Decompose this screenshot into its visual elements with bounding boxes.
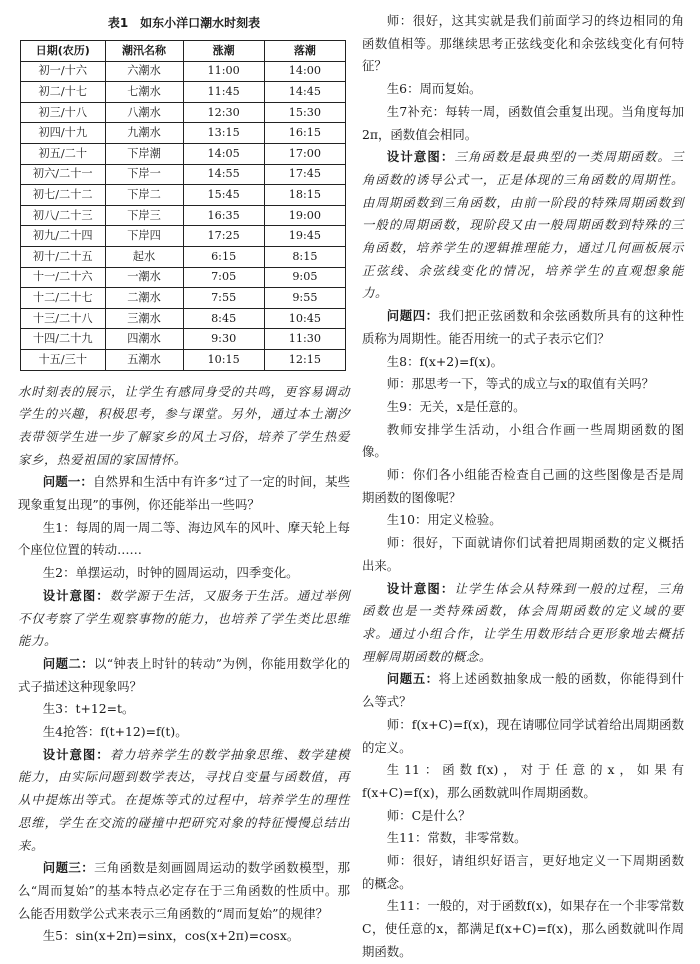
cell-tide-name: 四潮水 [105,329,183,350]
cell-date: 十二/二十七 [21,288,106,309]
table-row [21,205,346,226]
cell-high-tide: 6:15 [183,246,264,267]
student-7: 生7补充：每转一周，函数值会重复出现。当角度每加2π，函数值会相同。 [362,103,684,142]
student-5: 生5：sin(x+2π)=sinx，cos(x+2π)=cosx。 [42,928,300,944]
cell-high-tide: 7:05 [183,267,264,288]
right-column [362,10,684,964]
cell-date: 初五/二十 [21,143,106,164]
table-caption: 表1 如东小洋口潮水时刻表 [107,16,261,30]
cell-tide-name: 六潮水 [105,61,183,82]
cell-high-tide: 9:30 [183,329,264,350]
cell-tide-name: 八潮水 [105,102,183,123]
left-column [18,14,350,948]
table-row [21,82,346,103]
question-1: 问题一：自然界和生活中有许多“过了一定的时间，某些现象重复出现”的事例，你还能举出一些吗？ [18,474,351,513]
cell-low-tide: 16:15 [264,123,345,144]
table-row [21,329,346,350]
cell-high-tide: 7:55 [183,288,264,309]
cell-tide-name: 起水 [105,246,183,267]
cell-low-tide: 14:00 [264,61,345,82]
cell-low-tide: 19:00 [264,205,345,226]
cell-date: 初九/二十四 [21,226,106,247]
cell-date: 十一/二十六 [21,267,106,288]
cell-low-tide: 10:45 [264,308,345,329]
cell-high-tide: 8:45 [183,308,264,329]
design-intent-1: 设计意图：数学源于生活，又服务于生活。通过举例不仅考察了学生观察事物的能力，也培养了学生类比思维能力。 [18,587,350,649]
student-11-c: 生11：一般的，对于函数f(x)，如果存在一个非零常数C，使任意的x，都满足f(x+C)=f(x)，那么函数就叫作周期函数。 [362,898,685,959]
table-row [21,226,346,247]
cell-tide-name: 下岸四 [105,226,183,247]
cell-high-tide: 12:30 [183,102,264,123]
cell-tide-name: 七潮水 [105,82,183,103]
cell-low-tide: 18:15 [264,185,345,206]
student-9: 生9：无关，x是任意的。 [386,398,526,414]
cell-high-tide: 10:15 [183,349,264,370]
student-6: 生6：周而复始。 [386,81,482,97]
cell-date: 初八/二十三 [21,205,106,226]
table-row [21,288,346,309]
cell-high-tide: 11:00 [183,61,264,82]
cell-low-tide: 17:00 [264,143,345,164]
cell-date: 十五/三十 [21,349,106,370]
design-intent-2: 设计意图：着力培养学生的数学抽象思维、数学建模能力，由实际问题到数学表达，寻找自变量与函数值，再从中提炼出等式。在提炼等式的过程中，培养学生的理性思维，学生在交流的碰撞中把研究对象的特征慢慢总结出来。 [18,746,350,853]
teacher-2: 师：那思考一下，等式的成立与x的取值有关吗？ [386,376,654,392]
cell-low-tide: 12:15 [264,349,345,370]
cell-date: 初四/十九 [21,123,106,144]
cell-date: 初二/十七 [21,82,106,103]
teacher-7: 师：C是什么？ [386,807,471,823]
cell-date: 初三/十八 [21,102,106,123]
cell-tide-name: 下岸二 [105,185,183,206]
header-high-tide: 涨潮 [183,41,264,62]
cell-tide-name: 二潮水 [105,288,183,309]
cell-date: 十三/二十八 [21,308,106,329]
table-row [21,308,346,329]
cell-low-tide: 14:45 [264,82,345,103]
table-row [21,267,346,288]
teacher-1: 师：很好，这其实就是我们前面学习的终边相同的角函数值相等。那继续思考正弦线变化和余弦线变化有何特征？ [362,13,684,74]
student-4: 生4抢答：f(t+12)=f(t)。 [42,724,188,740]
question-4: 问题四：我们把正弦函数和余弦函数所具有的这种性质称为周期性。能否用统一的式子表示它们？ [362,308,685,346]
cell-tide-name: 下岸三 [105,205,183,226]
design-intent-4: 设计意图：让学生体会从特殊到一般的过程，三角函数也是一类特殊函数，体会周期函数的定义域的要求。通过小组合作，让学生用数形结合更形象地去概括理解周期函数的概念。 [362,580,684,664]
header-low-tide: 落潮 [264,41,345,62]
student-3: 生3：t+12=t。 [42,701,135,717]
cell-low-tide: 11:30 [264,329,345,350]
student-10: 生10：用定义检验。 [386,512,502,528]
design-intent-3: 设计意图：三角函数是最典型的一类周期函数。三角函数的诱导公式一，正是体现的三角函数的周期性。由周期函数到三角函数，由前一阶段的特殊周期函数到一般的周期函数，现阶段又由一般周期函数到特殊的三角函数，培养学生的逻辑推理能力，通过几何画板展示正弦线、余弦线变化的情况，培养学生的直观想象能力。 [362,149,684,301]
cell-high-tide: 16:35 [183,205,264,226]
question-2: 问题二：以“钟表上时针的转动”为例，你能用数学化的式子描述这种现象吗？ [18,655,350,694]
cell-low-tide: 19:45 [264,226,345,247]
teacher-6: 师：f(x+C)=f(x)，现在请哪位同学试着给出周期函数的定义。 [362,716,684,755]
table-row [21,246,346,267]
table-row [21,185,346,206]
cell-date: 十四/二十九 [21,329,106,350]
cell-tide-name: 三潮水 [105,308,183,329]
table-row [21,349,346,370]
student-1: 生1：每周的周一周二等、海边风车的风叶、摩天轮上每个座位位置的转动…… [18,519,350,558]
cell-date: 初一/十六 [21,61,106,82]
table-row [21,143,346,164]
cell-low-tide: 17:45 [264,164,345,185]
table-header-row [21,41,346,62]
intro-paragraph: 水时刻表的展示，让学生有感同身受的共鸣，更容易调动学生的兴趣，积极思考，参与课堂。另外，通过本土潮汐表带领学生进一步了解家乡的风土习俗，培养了学生热爱家乡，热爱祖国的家国情怀。 [18,383,350,467]
cell-high-tide: 13:15 [183,123,264,144]
table-row [21,102,346,123]
cell-high-tide: 17:25 [183,226,264,247]
cell-date: 初七/二十二 [21,185,106,206]
cell-low-tide: 9:05 [264,267,345,288]
question-3: 问题三：三角函数是刻画圆周运动的数学函数模型，那么“周而复始”的基本特点必定存在于三角函数的性质中。那么能否用数学公式来表示三角函数的“周而复始”的规律？ [18,860,351,921]
cell-low-tide: 15:30 [264,102,345,123]
teacher-5: 师：很好，下面就请你们试着把周期函数的定义概括出来。 [362,535,684,573]
header-tide-name: 潮汛名称 [105,41,183,62]
cell-high-tide: 14:55 [183,164,264,185]
teacher-4: 师：你们各小组能否检查自己画的这些图像是否是周期函数的图像呢？ [362,467,684,505]
table-row [21,164,346,185]
teacher-activity: 教师安排学生活动，小组合作画一些周期函数的图像。 [362,421,684,460]
student-11-a: 生11：函数f(x)，对于任意的x，如果有f(x+C)=f(x)，那么函数就叫作周期函数。 [362,762,684,800]
cell-high-tide: 11:45 [183,82,264,103]
table-row [21,123,346,144]
cell-tide-name: 下岸潮 [105,143,183,164]
cell-high-tide: 15:45 [183,185,264,206]
student-11-b: 生11：常数，非零常数。 [386,830,527,846]
question-5: 问题五：将上述函数抽象成一般的函数，你能得到什么等式？ [362,671,685,710]
cell-tide-name: 五潮水 [105,349,183,370]
table-body [21,61,346,370]
cell-tide-name: 九潮水 [105,123,183,144]
teacher-8: 师：很好，请组织好语言，更好地定义一下周期函数的概念。 [362,853,684,891]
cell-date: 初六/二十一 [21,164,106,185]
student-8: 生8：f(x+2)=f(x)。 [386,353,503,369]
header-date: 日期(农历) [21,41,106,62]
tide-table [20,40,346,371]
cell-date: 初十/二十五 [21,246,106,267]
cell-low-tide: 9:55 [264,288,345,309]
cell-tide-name: 下岸一 [105,164,183,185]
left-text [18,381,350,949]
cell-low-tide: 8:15 [264,246,345,267]
cell-tide-name: 一潮水 [105,267,183,288]
table-row [21,61,346,82]
cell-high-tide: 14:05 [183,143,264,164]
student-2: 生2：单摆运动，时钟的圆周运动，四季变化。 [42,565,299,581]
